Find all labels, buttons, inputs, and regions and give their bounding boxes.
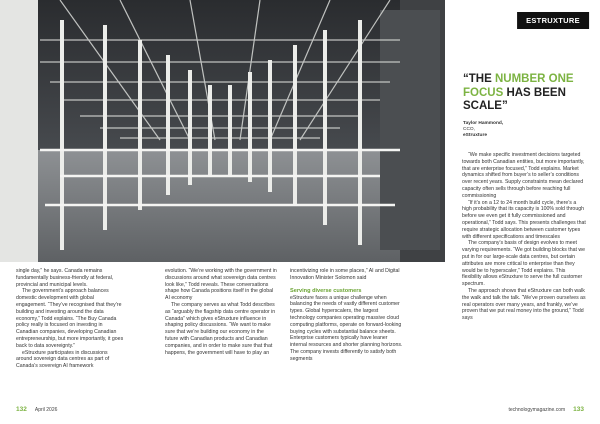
paragraph: single day,” he says. Canada remains fundamentally business-friendly at federal, provincial and municipal levels. bbox=[16, 268, 114, 288]
footer-left bbox=[16, 406, 57, 413]
pull-quote bbox=[463, 73, 588, 114]
paragraph: “We make specific investment decisions targeted towards both Canadian entities, but more importantly, that are enterprise focused,” Todd explains. Market dynamics shifted from buyer’s to seller’s conditions over recent years. Supply constraints mean declared capacity often sells through before reaching full commissioning bbox=[462, 152, 585, 199]
paragraph: eStruxture participates in discussions around sovereign data centres as part of Canada’s sovereign AI framework bbox=[16, 349, 110, 370]
paragraph: The company serves as what Todd describes as “arguably the flagship data centre operator in Canada” which gives eStruxture influence in shaping policy discussions. “We want to make sure that we’re building our economy in the future with Canadian products and Canadian companies, and in order to make sure that that happens, the government will have to play an bbox=[165, 301, 276, 356]
paragraph: The government’s approach balances domestic development with global engagement. “They’ve recognised that they’re building and investing around the data economy,” Todd explains. “The Buy Canada policy really is focused on investing in Canadian companies, developing Canadian entrepreneurship, but more importantly, it goes back to data sovereignty.” bbox=[16, 288, 124, 349]
paragraph: eStruxture faces a unique challenge when balancing the needs of vastly different customer types. Global hyperscalers, the largest technology companies operating massive cloud computing platforms, operate on forward-looking buying cycles with substantial balance sheets. Enterprise customers typically have leaner internal resources and shorter planning horizons. The company invests differently to satisfy both segments bbox=[290, 294, 403, 362]
attribution-role: CCO, bbox=[463, 127, 475, 132]
article-column-1 bbox=[16, 268, 124, 370]
paragraph: incentivizing role in some places,” AI and Digital Innovation Minister Solomon said bbox=[290, 268, 400, 281]
page-number-left: 132 bbox=[16, 406, 27, 413]
paragraph: “If it’s on a 12 to 24 month build cycle, there’s a high probability that its capacity is 100% sold through before we even get it fully commissioned and operational,” Todd says. This presents challenges that require strategic allocation between customer types with different specifications and timescales bbox=[462, 199, 586, 240]
page-number-right: 133 bbox=[573, 406, 584, 413]
pull-quote-open: “THE bbox=[463, 73, 495, 85]
data-centre-photo bbox=[0, 0, 445, 262]
site-url: technologymagazine.com bbox=[508, 407, 566, 413]
issue-date: April 2026 bbox=[34, 407, 58, 413]
paragraph: The company’s basis of design evolves to meet varying requirements. “We got building blocks that we put in for our large-scale data centres, but certain attributes are more critical to enterprise than they would be to hyperscaler,” Todd explains. This flexibility allows eStruxture to serve the full customer spectrum. bbox=[462, 240, 586, 288]
data-centre-interior-image bbox=[0, 0, 445, 262]
attribution-company: eStruxture bbox=[463, 133, 487, 138]
pull-quote-rest: HAS BEEN SCALE” bbox=[463, 86, 566, 112]
paragraph: The approach shows that eStruxture can both walk the walk and talk the talk. “We’ve proven ourselves as real operators over many years, and frankly, we’ve proven that we put real money into the ground,” Todd says bbox=[462, 287, 586, 322]
attribution-name: Taylor Hammond, bbox=[463, 121, 504, 126]
pull-quote-highlight: NUMBER ONE FOCUS bbox=[463, 73, 574, 99]
article-column-3 bbox=[290, 268, 403, 363]
article-column-4 bbox=[462, 152, 586, 322]
footer-right bbox=[508, 406, 584, 413]
quote-attribution bbox=[463, 121, 503, 139]
subheading-serving-diverse-customers: Serving diverse customers bbox=[290, 287, 362, 294]
paragraph: evolution. “We’re working with the government in discussions around what sovereign data centres look like,” Todd reveals. These conversations shape how Canada positions itself in the global AI economy bbox=[165, 268, 277, 302]
article-column-2 bbox=[165, 268, 278, 356]
section-tag: ESTRUXTURE bbox=[517, 12, 589, 29]
